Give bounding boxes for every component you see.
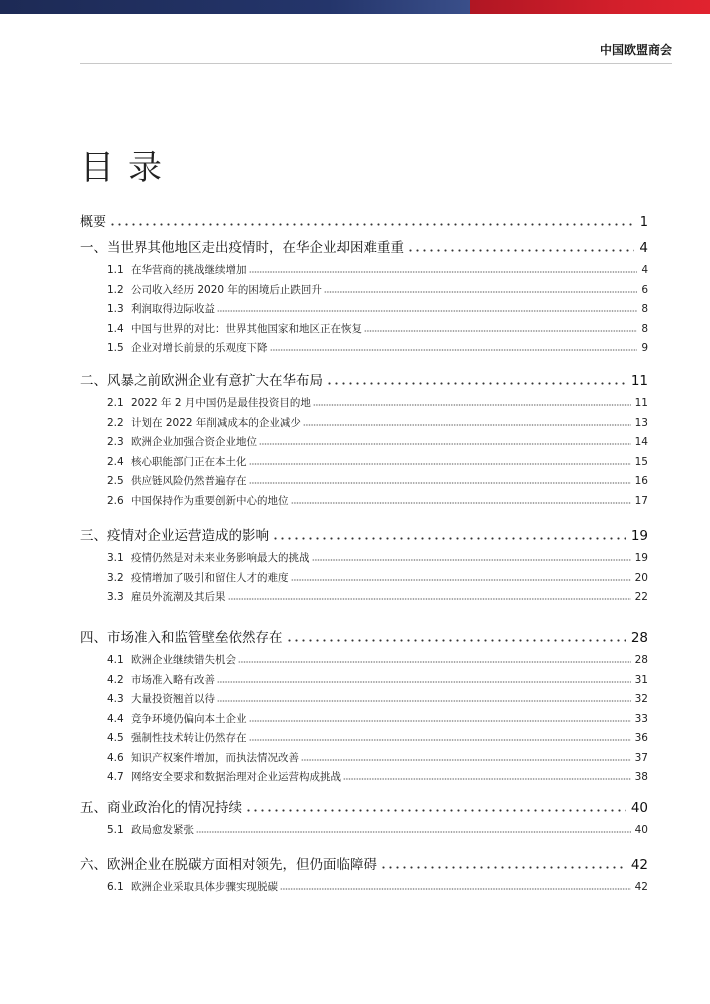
toc-section-title: 中国保持作为重要创新中心的地位: [131, 494, 289, 507]
toc-entry-page: 1: [639, 215, 648, 230]
dot-leader: [301, 759, 631, 761]
toc-chapter-label: 二、风暴之前欧洲企业有意扩大在华布局: [80, 373, 323, 389]
dot-leader: [249, 482, 631, 484]
toc-section-title: 疫情增加了吸引和留住人才的难度: [131, 571, 289, 584]
organization-name: 中国欧盟商会: [599, 43, 672, 57]
toc-chapter-1[interactable]: [80, 236, 648, 256]
dot-leader: [238, 661, 631, 663]
toc-section-title: 2022 年 2 月中国仍是最佳投资目的地: [131, 397, 311, 409]
toc-section-1-5[interactable]: [80, 340, 648, 355]
dot-leader: [280, 888, 631, 890]
toc-entry-label: 概要: [80, 215, 107, 230]
dot-leader: [228, 598, 631, 600]
toc-section-label: [80, 282, 322, 297]
toc-section-label: [80, 879, 278, 894]
dot-leader: [109, 223, 635, 226]
toc-section-title: 网络安全要求和数据治理对企业运营构成挑战: [131, 771, 341, 783]
top-bar-red: [470, 0, 710, 14]
toc-chapter-3[interactable]: [80, 524, 648, 544]
toc-section-title: 计划在 2022 年削减成本的企业减少: [131, 416, 301, 429]
toc-section-number: 4.1: [107, 654, 124, 666]
toc-section-number: 1.5: [107, 342, 124, 354]
toc-section-label: [80, 750, 299, 765]
toc-section-number: 4.2: [107, 673, 124, 686]
top-bar-navy: [0, 0, 470, 14]
toc-section-page: 42: [634, 881, 648, 893]
toc-section-page: 14: [634, 436, 648, 448]
toc-section-4-5[interactable]: [80, 730, 648, 745]
toc-section-number: 6.1: [107, 881, 124, 893]
toc-section-page: 40: [634, 824, 648, 836]
toc-section-title: 市场准入略有改善: [131, 673, 215, 686]
toc-section-4-7[interactable]: [80, 769, 648, 784]
toc-section-label: [80, 395, 311, 410]
toc-section-page: 8: [641, 303, 648, 315]
toc-section-number: 2.5: [107, 475, 124, 487]
toc-section-title: 雇员外流潮及其后果: [131, 591, 226, 603]
dot-leader: [217, 310, 637, 312]
dot-leader: [196, 831, 631, 833]
toc-section-page: 15: [634, 455, 648, 468]
toc-chapter-page: 40: [630, 800, 648, 816]
toc-chapter-page: 4: [639, 240, 648, 256]
toc-section-label: [80, 672, 215, 687]
dot-leader: [380, 866, 626, 869]
dot-leader: [312, 559, 631, 561]
toc-section-label: [80, 454, 247, 469]
toc-section-title: 公司收入经历 2020 年的困境后止跌回升: [131, 283, 322, 296]
toc-section-number: 4.4: [107, 712, 124, 725]
toc-chapter-6[interactable]: [80, 853, 648, 873]
toc-section-page: 9: [641, 342, 648, 354]
toc-section-1-4[interactable]: [80, 321, 648, 336]
top-color-bar: [0, 0, 710, 14]
toc-chapter-5[interactable]: [80, 796, 648, 816]
toc-section-title: 供应链风险仍然普遍存在: [131, 475, 247, 487]
toc-section-title: 在华营商的挑战继续增加: [131, 264, 247, 276]
toc-section-title: 利润取得边际收益: [131, 303, 215, 315]
dot-leader: [291, 502, 631, 504]
toc-section-page: 4: [641, 264, 648, 276]
toc-section-4-3[interactable]: [80, 691, 648, 706]
toc-section-2-3[interactable]: [80, 434, 648, 449]
toc-section-page: 17: [634, 494, 648, 507]
toc-section-number: 4.6: [107, 751, 124, 764]
dot-leader: [324, 291, 637, 293]
toc-section-2-6[interactable]: [80, 493, 648, 508]
toc-chapter-page: 28: [630, 630, 648, 646]
dot-leader: [286, 639, 626, 642]
header-divider: [80, 63, 672, 64]
toc-section-label: [80, 473, 247, 488]
toc-section-1-1[interactable]: [80, 262, 648, 277]
toc-section-4-1[interactable]: [80, 652, 648, 667]
toc-section-label: [80, 769, 341, 784]
toc-section-title: 欧洲企业加强合资企业地位: [131, 436, 257, 448]
toc-section-3-2[interactable]: [80, 570, 648, 585]
toc-section-page: 8: [641, 322, 648, 335]
dot-leader: [313, 404, 631, 406]
toc-section-number: 2.4: [107, 455, 124, 468]
toc-section-page: 19: [634, 552, 648, 564]
toc-section-6-1[interactable]: [80, 879, 648, 894]
dot-leader: [303, 424, 631, 426]
toc-section-label: [80, 434, 257, 449]
toc-section-number: 2.2: [107, 416, 124, 429]
toc-section-number: 1.2: [107, 283, 124, 296]
toc-section-page: 33: [634, 712, 648, 725]
toc-section-3-3[interactable]: [80, 589, 648, 604]
dot-leader: [249, 271, 638, 273]
toc-section-page: 11: [634, 397, 648, 409]
toc-section-page: 32: [634, 693, 648, 705]
toc-section-number: 3.1: [107, 552, 124, 564]
toc-section-label: [80, 570, 289, 585]
toc-section-number: 3.3: [107, 591, 124, 603]
toc-section-page: 20: [634, 571, 648, 584]
toc-section-number: 1.1: [107, 264, 124, 276]
toc-section-label: [80, 493, 289, 508]
toc-chapter-page: 19: [630, 528, 648, 544]
toc-section-page: 36: [634, 732, 648, 744]
toc-section-page: 16: [634, 475, 648, 487]
toc-section-1-3[interactable]: [80, 301, 648, 316]
toc-section-number: 5.1: [107, 824, 124, 836]
toc-section-page: 37: [634, 751, 648, 764]
toc-section-4-2[interactable]: [80, 672, 648, 687]
toc-section-title: 强制性技术转让仍然存在: [131, 732, 247, 744]
toc-section-label: [80, 415, 301, 430]
toc-section-page: 22: [634, 591, 648, 603]
toc-chapter-2[interactable]: [80, 369, 648, 389]
dot-leader: [249, 720, 631, 722]
toc-chapter-label: 六、欧洲企业在脱碳方面相对领先，但仍面临障碍: [80, 857, 377, 873]
dot-leader: [249, 739, 631, 741]
toc-section-5-1[interactable]: [80, 822, 648, 837]
toc-section-number: 2.6: [107, 494, 124, 507]
toc-section-label: [80, 730, 247, 745]
toc-section-2-5[interactable]: [80, 473, 648, 488]
toc-section-title: 企业对增长前景的乐观度下降: [131, 342, 268, 354]
dot-leader: [343, 778, 631, 780]
toc-section-label: [80, 301, 215, 316]
toc-section-page: 13: [634, 416, 648, 429]
dot-leader: [259, 443, 631, 445]
toc-section-label: [80, 340, 268, 355]
toc-section-title: 欧洲企业采取具体步骤实现脱碳: [131, 881, 278, 893]
toc-chapter-label: 三、疫情对企业运营造成的影响: [80, 528, 269, 544]
toc-section-title: 中国与世界的对比：世界其他国家和地区正在恢复: [131, 322, 362, 335]
toc-chapter-4[interactable]: [80, 626, 648, 646]
dot-leader: [364, 330, 637, 332]
toc-section-page: 31: [634, 673, 648, 686]
toc-section-title: 知识产权案件增加，而执法情况改善: [131, 751, 299, 764]
page-title: 目录: [80, 148, 176, 188]
toc-section-number: 2.1: [107, 397, 124, 409]
toc-section-title: 政局愈发紧张: [131, 824, 194, 836]
toc-section-number: 4.5: [107, 732, 124, 744]
toc-section-title: 大量投资翘首以待: [131, 693, 215, 705]
dot-leader: [407, 249, 634, 252]
toc-chapter-page: 42: [630, 857, 648, 873]
toc-section-4-4[interactable]: [80, 711, 648, 726]
toc-section-label: [80, 822, 194, 837]
toc-chapter-page: 11: [630, 373, 648, 389]
toc-chapter-label: 五、商业政治化的情况持续: [80, 800, 242, 816]
dot-leader: [217, 700, 631, 702]
toc-section-1-2[interactable]: [80, 282, 648, 297]
dot-leader: [217, 681, 631, 683]
dot-leader: [245, 809, 626, 812]
toc-section-4-6[interactable]: [80, 750, 648, 765]
toc-section-number: 1.4: [107, 322, 124, 335]
toc-section-number: 3.2: [107, 571, 124, 584]
toc-entry-overview[interactable]: [80, 211, 648, 230]
toc-section-number: 4.3: [107, 693, 124, 705]
toc-section-2-1[interactable]: [80, 395, 648, 410]
dot-leader: [326, 382, 626, 385]
dot-leader: [249, 463, 631, 465]
dot-leader: [272, 537, 626, 540]
toc-section-label: [80, 262, 247, 277]
toc-section-label: [80, 550, 310, 565]
toc-section-page: 38: [634, 771, 648, 783]
toc-section-label: [80, 652, 236, 667]
dot-leader: [291, 579, 631, 581]
toc-section-number: 1.3: [107, 303, 124, 315]
toc-chapter-label: 四、市场准入和监管壁垒依然存在: [80, 630, 283, 646]
toc-section-3-1[interactable]: [80, 550, 648, 565]
toc-section-label: [80, 589, 226, 604]
toc-section-number: 4.7: [107, 771, 124, 783]
toc-chapter-label: 一、当世界其他地区走出疫情时，在华企业却困难重重: [80, 240, 404, 256]
toc-section-title: 竞争环境仍偏向本土企业: [131, 712, 247, 725]
toc-section-label: [80, 691, 215, 706]
dot-leader: [270, 349, 638, 351]
toc-section-label: [80, 711, 247, 726]
toc-section-page: 6: [641, 283, 648, 296]
toc-section-title: 欧洲企业继续错失机会: [131, 654, 236, 666]
toc-section-2-2[interactable]: [80, 415, 648, 430]
toc-section-page: 28: [634, 654, 648, 666]
toc-section-label: [80, 321, 362, 336]
toc-section-title: 核心职能部门正在本土化: [131, 455, 247, 468]
toc-section-2-4[interactable]: [80, 454, 648, 469]
toc-section-number: 2.3: [107, 436, 124, 448]
toc-section-title: 疫情仍然是对未来业务影响最大的挑战: [131, 552, 310, 564]
